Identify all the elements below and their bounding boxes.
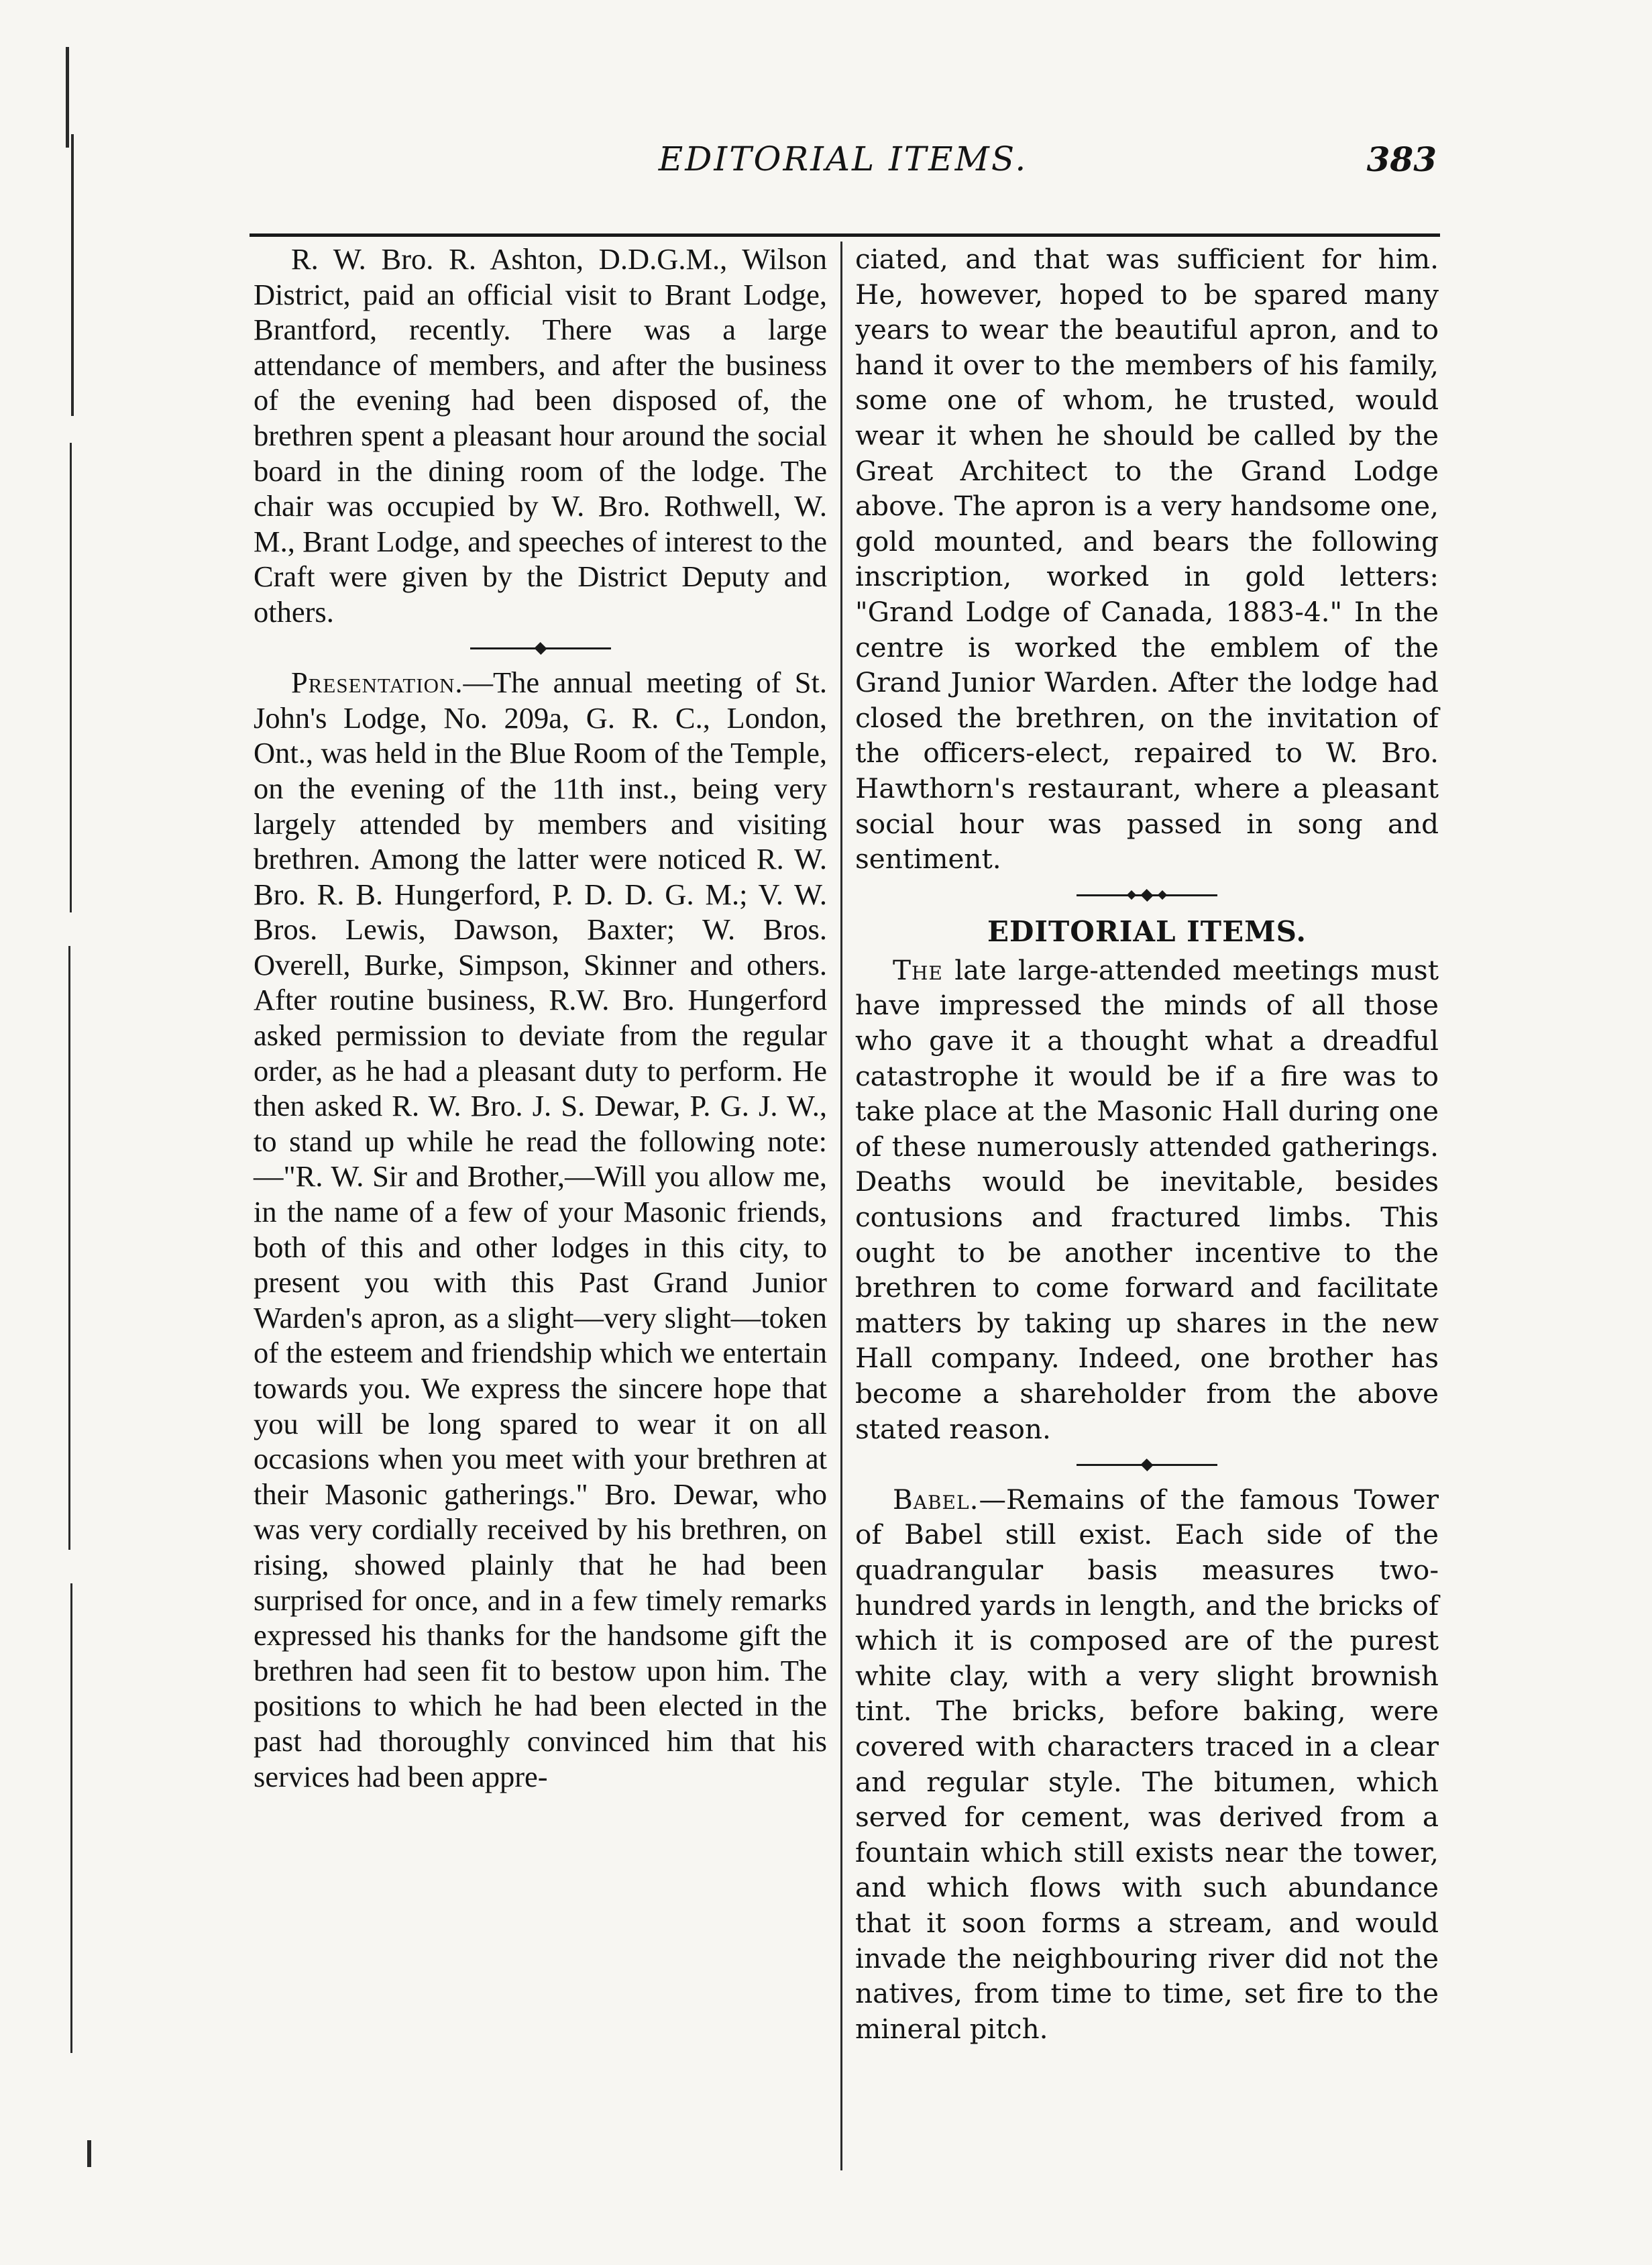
running-head: EDITORIAL ITEMS. <box>658 140 1028 178</box>
right-column <box>855 242 1439 2046</box>
section-separator <box>855 877 1439 912</box>
editorial-body: late large-attended meetings must have impressed the minds of all those who gave it a thought what a dreadful catastrophe it would be if a fire was to take place at the Masonic Hall during one of these numerously attended gatherings. Deaths would be inevitable, besides contusions and fractured limbs. This ought to be another incentive to the brethren to come forward and facilitate matters by taking up shares in the new Hall company. Indeed, one brother has become a shareholder from the above stated reason. <box>855 953 1439 1445</box>
babel-body: —Remains of the famous Tower of Babel still exist. Each side of the quadrangular basis measures two-hundred yards in length, and the bricks of which it is composed are of the purest white clay, with a very slight brownish tint. The bricks, before baking, were covered with characters traced in a clear and regular style. The bitumen, which served for cement, was derived from a fountain which still exists near the tower, and which flows with such abundance that it soon forms a stream, and would invade the neighbouring river did not the natives, from time to time, set fire to the mineral pitch. <box>855 1483 1439 2045</box>
section-separator <box>254 630 827 666</box>
section-separator <box>855 1446 1439 1482</box>
binding-margin-marks <box>40 40 114 2241</box>
section-heading: EDITORIAL ITEMS. <box>987 915 1307 949</box>
presentation-paragraph <box>254 665 827 1794</box>
babel-lead: Babel. <box>893 1483 979 1516</box>
editorial-paragraph <box>855 953 1439 1446</box>
presentation-continuation-paragraph: ciated, and that was sufficient for him. He, however, hoped to be spared many years to wear the beautiful apron, and to hand it over to the members of his family, some one of whom, he trusted, would wear it when he should be called by the Great Architect to the Grand Lodge above. The apron is a very handsome one, gold mounted, and bears the following inscription, worked in gold letters: "Grand Lodge of Canada, 1883-4." In the centre is worked the emblem of the Grand Junior Warden. After the lodge had closed the brethren, on the invitation of the officers-elect, repaired to W. Bro. Hawthorn's restaurant, where a pleasant social hour was passed in song and sentiment. <box>855 243 1439 876</box>
presentation-lead: Presentation. <box>291 666 463 700</box>
page-header <box>250 127 1437 201</box>
header-rule <box>250 233 1440 237</box>
editorial-lead: The <box>893 953 943 986</box>
column-divider <box>840 242 842 2170</box>
page-number: 383 <box>1366 140 1437 179</box>
presentation-body: —The annual meeting of St. John's Lodge, No. 209a, G. R. C., London, Ont., was held in the Blue Room of the Temple, on the evening of the 11th inst., being very largely attended by members and visiting brethren. Among the latter were noticed R. W. Bro. R. B. Hungerford, P. D. D. G. M.; V. W. Bros. Lewis, Dawson, Baxter; W. Bros. Overell, Burke, Simpson, Skinner and others. After routine business, R.W. Bro. Hungerford asked permission to deviate from the regular order, as he had a pleasant duty to perform. He then asked R. W. Bro. J. S. Dewar, P. G. J. W., to stand up while he read the following note:—"R. W. Sir and Brother,—Will you allow me, in the name of a few of your Masonic friends, both of this and other lodges in this city, to present you with this Past Grand Junior Warden's apron, as a slight—very slight—token of the esteem and friendship which we entertain towards you. We express the sincere hope that you will be long spared to wear it on all occasions when you meet with your brethren at their Masonic gatherings." Bro. Dewar, who was very cordially received by his brethren, on rising, showed plainly that he had been surprised for once, and in a few timely remarks expressed his thanks for the handsome gift the brethren had seen fit to bestow upon him. The positions to which he had been elected in the past had thoroughly convinced him that his services had been appre- <box>254 666 827 1793</box>
babel-paragraph <box>855 1482 1439 2047</box>
left-column <box>254 242 827 1794</box>
ashton-visit-paragraph: R. W. Bro. R. Ashton, D.D.G.M., Wilson District, paid an official visit to Brant Lodge, Brantford, recently. There was a large attendance of members, and after the business of the evening had been disposed of, the brethren spent a pleasant hour around the social board in the dining room of the lodge. The chair was occupied by W. Bro. Rothwell, W. M., Brant Lodge, and speeches of interest to the Craft were given by the District Deputy and others. <box>254 242 827 629</box>
